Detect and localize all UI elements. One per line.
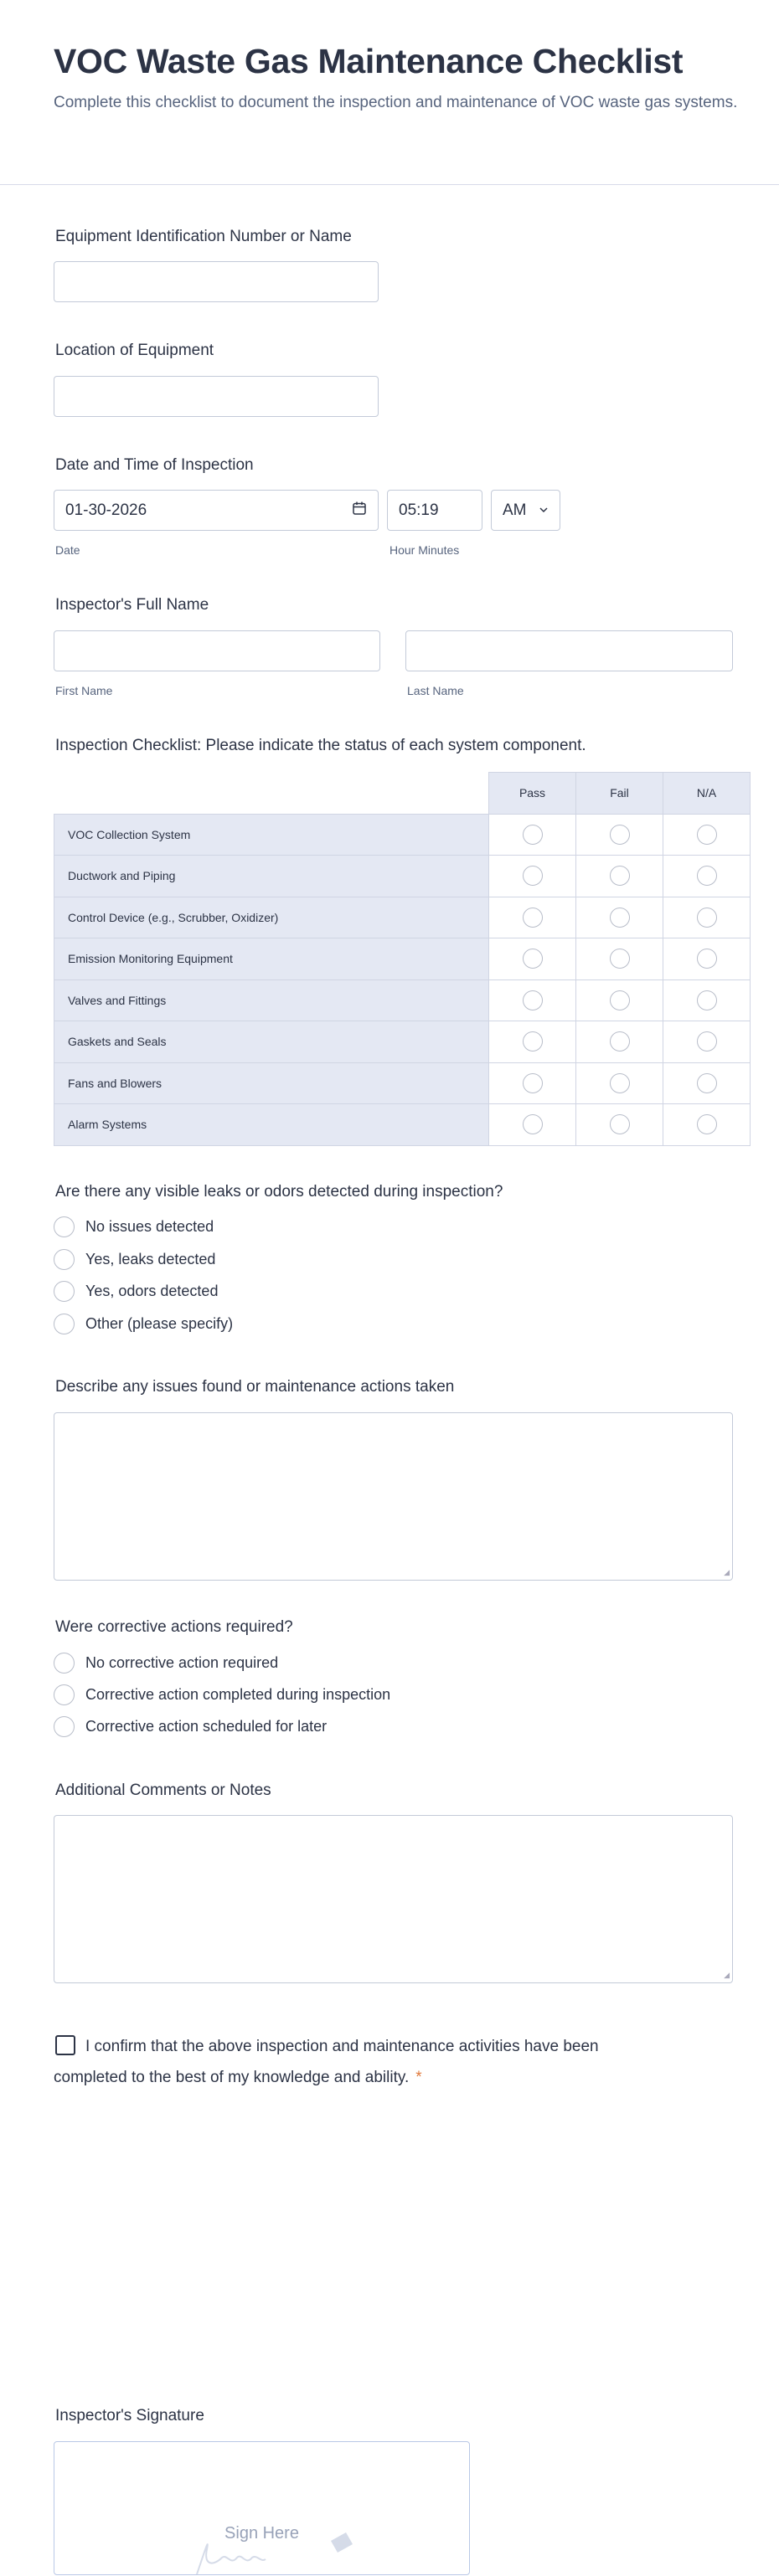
matrix-column-header: Pass (489, 773, 576, 815)
matrix-radio[interactable] (523, 1114, 543, 1134)
matrix-row (54, 897, 751, 938)
matrix-radio[interactable] (610, 866, 630, 886)
matrix-cell (663, 938, 751, 980)
matrix-radio[interactable] (697, 990, 717, 1010)
matrix-radio[interactable] (697, 1031, 717, 1051)
radio-option-label: Corrective action scheduled for later (85, 1718, 328, 1735)
matrix-cell (576, 979, 663, 1021)
signature-label: Inspector's Signature (55, 2407, 204, 2424)
radio-option-label: Other (please specify) (85, 1315, 234, 1332)
matrix-cell (663, 897, 751, 938)
matrix-radio[interactable] (697, 908, 717, 928)
matrix-cell (576, 814, 663, 856)
radio-option[interactable] (54, 1249, 215, 1270)
matrix-cell (489, 938, 576, 980)
first-name-sublabel: First Name (55, 684, 113, 697)
ampm-select[interactable] (491, 490, 560, 531)
matrix-row-label: Fans and Blowers (54, 1062, 489, 1104)
matrix-row-label: Alarm Systems (54, 1104, 489, 1146)
comments-textarea[interactable] (54, 1815, 733, 1983)
matrix-cell (576, 1062, 663, 1104)
matrix-row (54, 856, 751, 897)
matrix-cell (576, 938, 663, 980)
signature-pen-icon (172, 2532, 373, 2576)
radio-option-label: No corrective action required (85, 1654, 279, 1671)
matrix-cell (576, 1021, 663, 1063)
radio-option-label: Corrective action completed during inspection (85, 1686, 391, 1703)
radio-option[interactable] (54, 1716, 327, 1737)
header-divider (0, 184, 779, 185)
matrix-cell (489, 1104, 576, 1146)
matrix-row-label: Gaskets and Seals (54, 1021, 489, 1063)
describe-textarea[interactable] (54, 1412, 733, 1581)
matrix-cell (663, 856, 751, 897)
ampm-value: AM (503, 501, 527, 519)
matrix-radio[interactable] (697, 825, 717, 845)
matrix-cell (663, 979, 751, 1021)
matrix-row-label: Ductwork and Piping (54, 856, 489, 897)
matrix-cell (576, 856, 663, 897)
confirm-text: I confirm that the above inspection and maintenance activities have been completed to the best of my knowledge and ability. (54, 2038, 599, 2086)
radio-button[interactable] (54, 1216, 75, 1237)
describe-label: Describe any issues found or maintenance actions taken (55, 1378, 455, 1396)
matrix-row-label: Emission Monitoring Equipment (54, 938, 489, 980)
matrix-radio[interactable] (610, 825, 630, 845)
time-input[interactable]: 05:19 (387, 490, 482, 531)
matrix-radio[interactable] (610, 1031, 630, 1051)
radio-option[interactable] (54, 1216, 214, 1237)
radio-button[interactable] (54, 1249, 75, 1270)
matrix-radio[interactable] (523, 908, 543, 928)
chevron-down-icon (539, 501, 549, 520)
matrix-radio[interactable] (697, 1073, 717, 1093)
equipment-input[interactable] (54, 261, 379, 302)
matrix-row (54, 1104, 751, 1146)
comments-label: Additional Comments or Notes (55, 1782, 271, 1799)
matrix-cell (489, 814, 576, 856)
required-asterisk: * (415, 2069, 422, 2086)
datetime-label: Date and Time of Inspection (55, 456, 254, 474)
matrix-radio[interactable] (697, 1114, 717, 1134)
matrix-cell (663, 1021, 751, 1063)
radio-button[interactable] (54, 1281, 75, 1302)
matrix-cell (489, 856, 576, 897)
matrix-radio[interactable] (697, 949, 717, 969)
matrix-radio[interactable] (610, 949, 630, 969)
matrix-radio[interactable] (610, 1114, 630, 1134)
radio-option[interactable] (54, 1281, 218, 1302)
checklist-matrix (54, 772, 751, 1146)
radio-option[interactable] (54, 1314, 233, 1334)
time-sublabel: Hour Minutes (390, 543, 460, 557)
matrix-cell (663, 814, 751, 856)
matrix-radio[interactable] (523, 949, 543, 969)
page-subtitle: Complete this checklist to document the inspection and maintenance of VOC waste gas systems. (54, 94, 738, 111)
matrix-radio[interactable] (523, 1031, 543, 1051)
confirm-label (54, 2031, 632, 2093)
equipment-label: Equipment Identification Number or Name (55, 228, 352, 245)
matrix-radio[interactable] (523, 1073, 543, 1093)
calendar-icon[interactable] (352, 501, 367, 521)
matrix-radio[interactable] (697, 866, 717, 886)
date-sublabel: Date (55, 543, 80, 557)
location-label: Location of Equipment (55, 342, 214, 359)
resize-handle-icon[interactable]: ◢ (724, 1568, 730, 1576)
radio-option[interactable] (54, 1684, 390, 1705)
first-name-input[interactable] (54, 630, 380, 671)
last-name-input[interactable] (405, 630, 733, 671)
matrix-corner (54, 773, 489, 815)
matrix-radio[interactable] (523, 825, 543, 845)
matrix-row-label: Valves and Fittings (54, 979, 489, 1021)
radio-option-label: Yes, leaks detected (85, 1251, 216, 1267)
matrix-row (54, 1021, 751, 1063)
matrix-cell (489, 1021, 576, 1063)
matrix-radio[interactable] (523, 866, 543, 886)
matrix-radio[interactable] (523, 990, 543, 1010)
checklist-label: Inspection Checklist: Please indicate the status of each system component. (55, 737, 586, 754)
matrix-column-header: Fail (576, 773, 663, 815)
matrix-cell (489, 1062, 576, 1104)
matrix-column-header: N/A (663, 773, 751, 815)
date-input[interactable] (54, 490, 379, 531)
matrix-row (54, 979, 751, 1021)
matrix-row-label: Control Device (e.g., Scrubber, Oxidizer) (54, 897, 489, 938)
radio-option-label: Yes, odors detected (85, 1283, 219, 1299)
matrix-cell (576, 1104, 663, 1146)
radio-option-label: No issues detected (85, 1218, 214, 1235)
matrix-radio[interactable] (610, 1073, 630, 1093)
matrix-cell (576, 897, 663, 938)
signature-placeholder: Sign Here (224, 2524, 299, 2543)
signature-pad[interactable] (54, 2441, 470, 2575)
inspector-label: Inspector's Full Name (55, 596, 209, 614)
matrix-cell (663, 1062, 751, 1104)
matrix-radio[interactable] (610, 990, 630, 1010)
date-value: 01-30-2026 (65, 501, 147, 519)
matrix-row (54, 938, 751, 980)
matrix-cell (489, 897, 576, 938)
radio-button[interactable] (54, 1314, 75, 1334)
last-name-sublabel: Last Name (407, 684, 464, 697)
location-input[interactable] (54, 376, 379, 417)
radio-option[interactable] (54, 1653, 278, 1674)
radio-button[interactable] (54, 1716, 75, 1737)
matrix-radio[interactable] (610, 908, 630, 928)
leaks-label: Are there any visible leaks or odors detected during inspection? (55, 1183, 503, 1201)
matrix-row (54, 814, 751, 856)
resize-handle-icon[interactable]: ◢ (724, 1971, 730, 1979)
matrix-row-label: VOC Collection System (54, 814, 489, 856)
matrix-cell (489, 979, 576, 1021)
matrix-row (54, 1062, 751, 1104)
radio-button[interactable] (54, 1653, 75, 1674)
matrix-cell (663, 1104, 751, 1146)
radio-button[interactable] (54, 1684, 75, 1705)
page-title: VOC Waste Gas Maintenance Checklist (54, 42, 684, 80)
corrective-label: Were corrective actions required? (55, 1618, 293, 1636)
